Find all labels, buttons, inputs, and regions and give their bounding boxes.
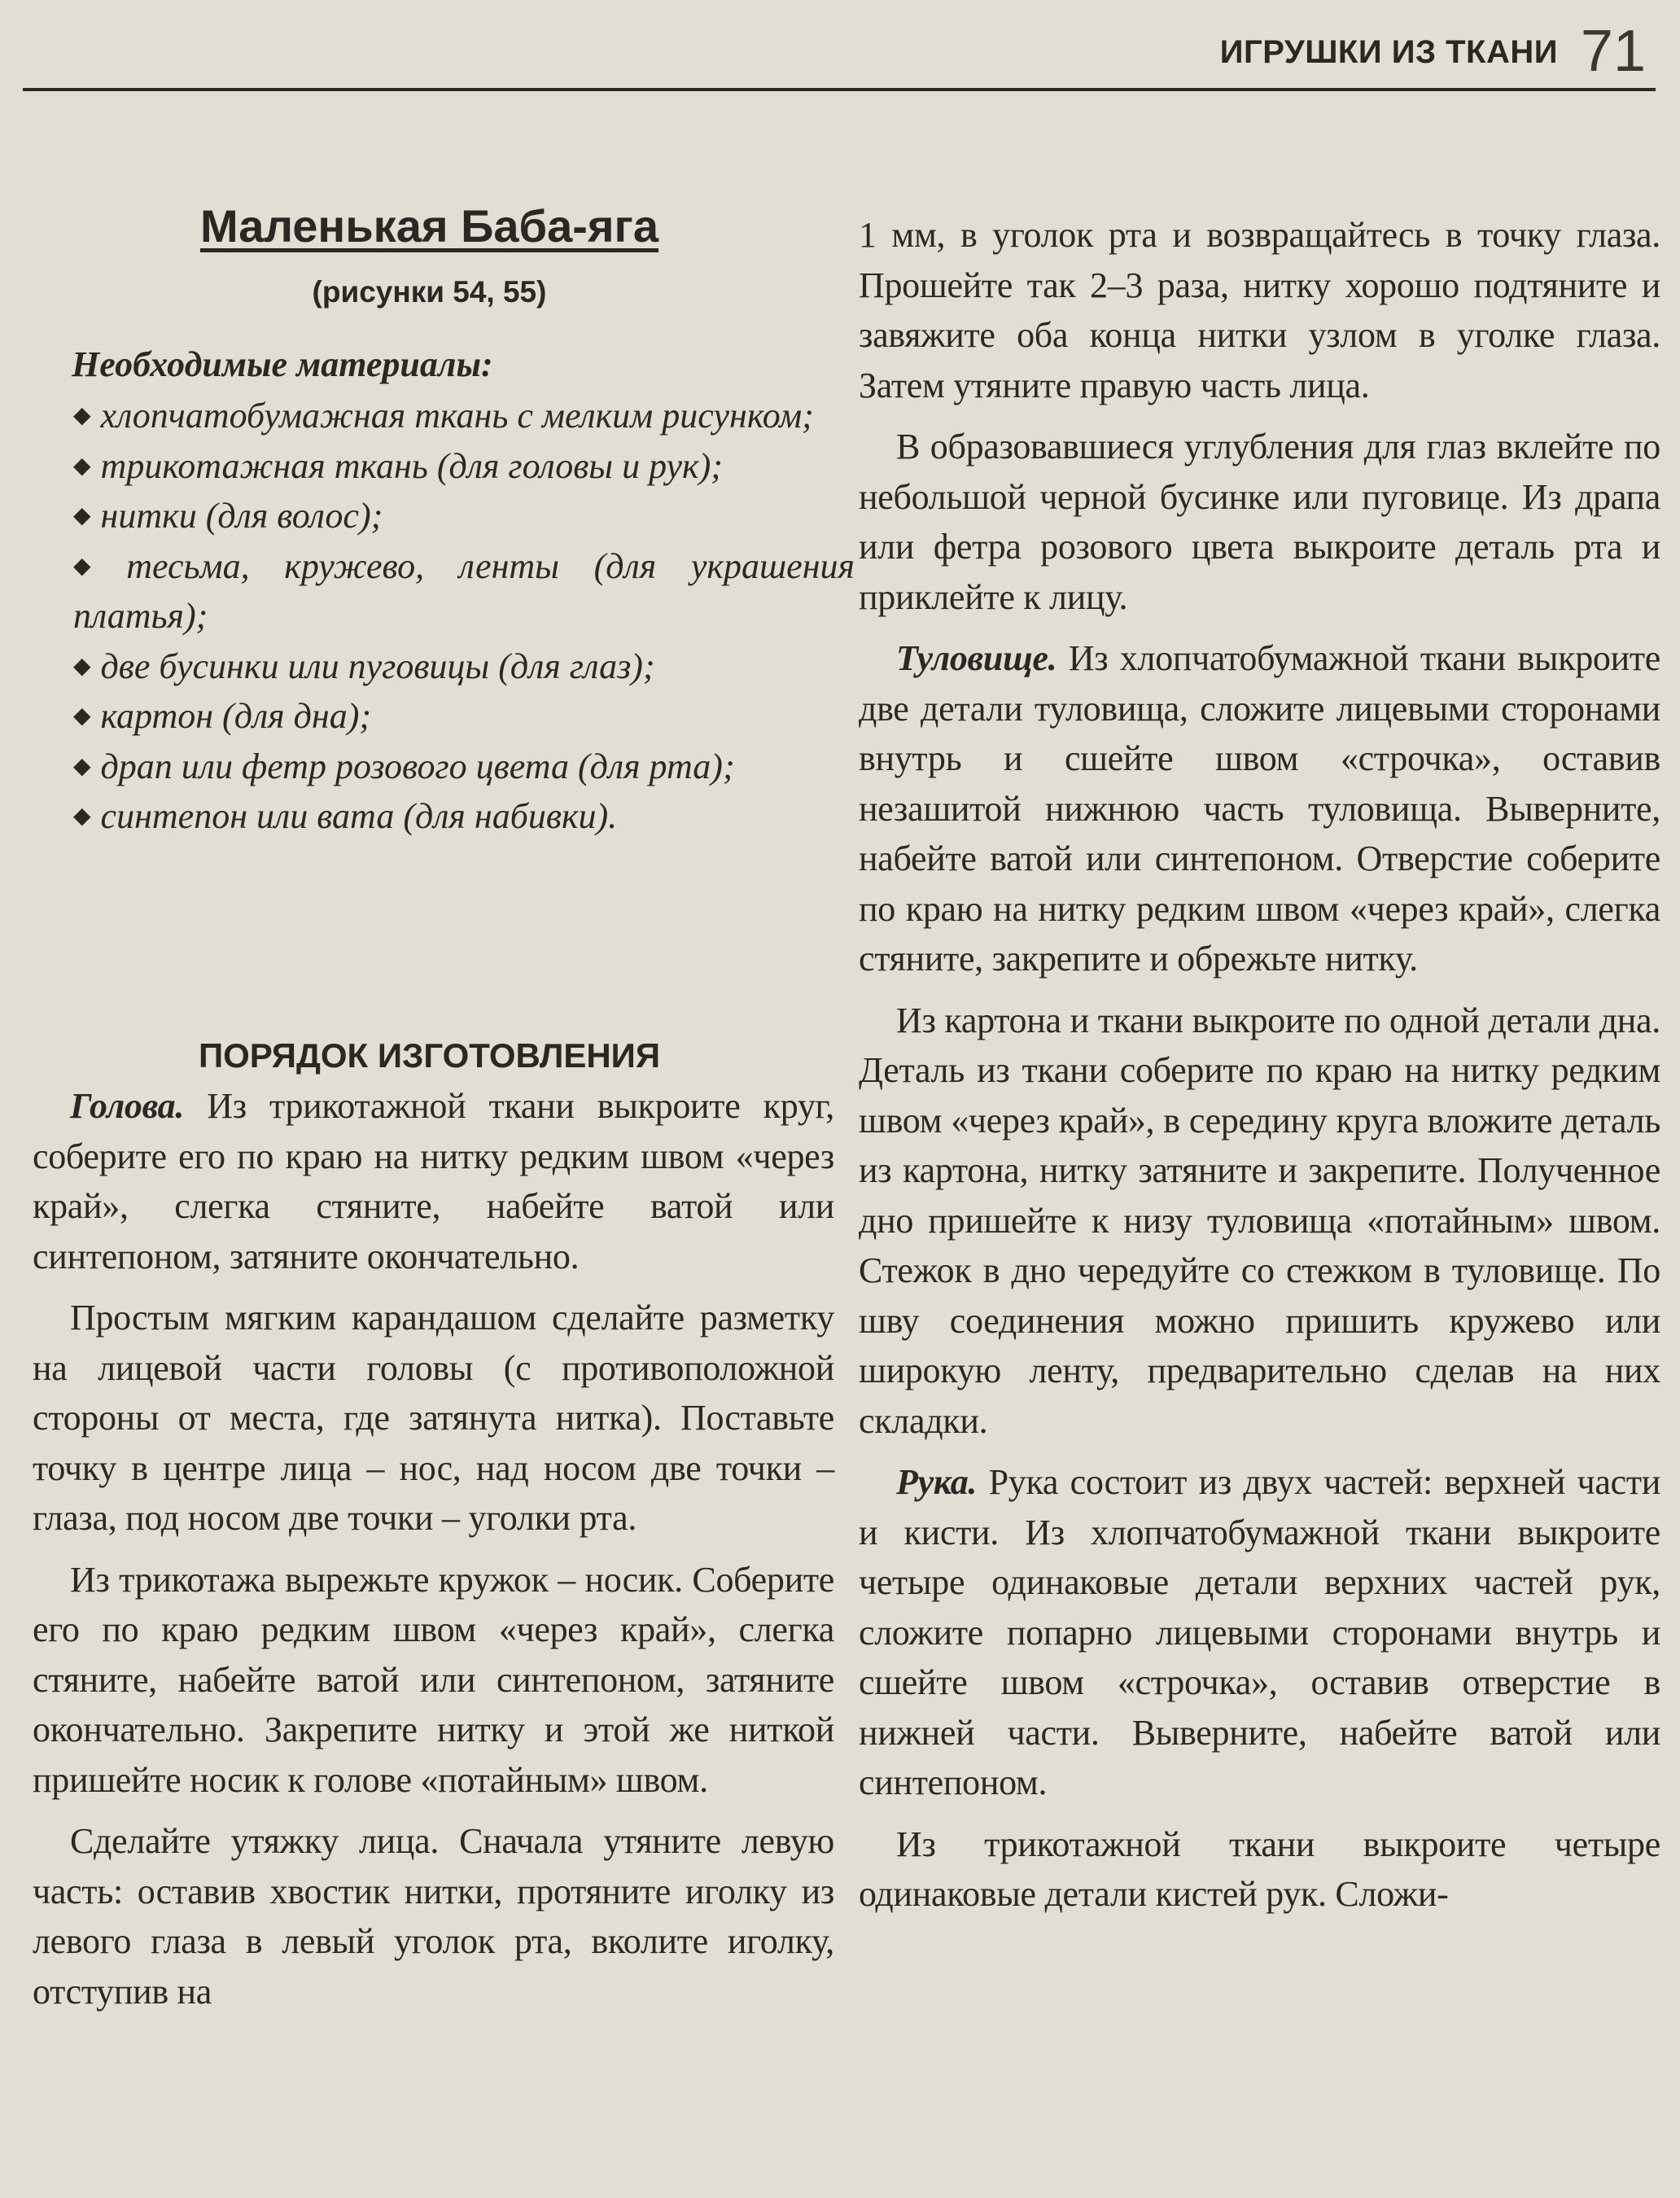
materials-list [73,391,855,842]
paragraph [859,210,1660,410]
material-text: две бусинки или пуговицы (для глаз); [100,646,655,686]
material-text: хлопчатобумажная ткань с мелким рисунком; [100,396,814,436]
bullet-icon: ◆ [73,753,91,779]
paragraph-text: 1 мм, в уголок рта и возвращайтесь в точку глаза. Прошейте так 2–3 раза, нитку хорошо подтяните и завяжите оба конца нитки узлом в уголке глаза. Затем утяните правую часть лица. [859,215,1660,405]
paragraph [859,1457,1660,1808]
paragraph-text: Сделайте утяжку лица. Сначала утяните левую часть: оставив хвостик нитки, протяните иголку из левого глаза в левый уголок рта, вколите иголку, отступив на [33,1821,834,2012]
bullet-icon: ◆ [73,453,91,479]
paragraph-text: Из трикотажной ткани выкроите четыре одинаковые детали кистей рук. Сложи- [859,1824,1660,1914]
paragraph-text: Из трикотажной ткани выкроите круг, соберите его по краю на нитку редким швом «через край», слегка стяните, набейте ватой или синтепоном, затяните окончательно. [33,1086,834,1276]
materials-heading: Необходимые материалы: [72,344,493,384]
running-head: ИГРУШКИ ИЗ ТКАНИ [1219,34,1558,70]
paragraph [859,422,1660,622]
paragraph [33,1816,834,2016]
material-item [73,391,855,441]
bullet-icon: ◆ [73,803,91,829]
material-text: нитки (для волос); [100,496,383,536]
paragraph [859,996,1660,1447]
paragraph [33,1293,834,1543]
bullet-icon: ◆ [73,553,117,579]
material-item [73,541,855,641]
bullet-icon: ◆ [73,653,91,679]
page-header [0,0,1680,98]
bullet-icon: ◆ [73,503,91,528]
material-item [73,491,855,541]
paragraph [33,1555,834,1806]
bullet-icon: ◆ [73,403,91,428]
material-item [73,691,855,742]
paragraph-lead: Голова. [70,1086,185,1126]
paragraph-lead: Рука. [896,1462,978,1502]
paragraph-text: Из трикотажа вырежьте кружок – носик. Соберите его по краю редким швом «через край», слегка стяните, набейте ватой или синтепоном, затяните окончательно. Закрепите нитку и этой же ниткой пришейте носик к голове «потайным» швом. [33,1559,834,1800]
bullet-icon: ◆ [73,703,91,729]
paragraph-text: Из картона и ткани выкроите по одной детали дна. Деталь из ткани соберите по краю на нитку редким швом «через край», в середину круга вложите деталь из картона, нитку затяните и закрепите. Полученное дно пришейте к низу туловища «потайным» швом. Стежок в дно чередуйте со стежком в туловище. По шву соединения можно пришить кружево или широкую ленту, предварительно сделав на них складки. [859,1000,1660,1441]
material-item [73,441,855,492]
article-subtitle: (рисунки 54, 55) [312,275,547,309]
material-item [73,791,855,842]
paragraph-text: Рука состоит из двух частей: верхней части и кисти. Из хлопчатобумажной ткани выкроите четыре одинаковые детали верхних частей рук, сложите попарно лицевыми сторонами внутрь и сшейте швом «строчка», оставив отверстие в нижней части. Выверните, набейте ватой или синтепоном. [859,1462,1660,1802]
paragraph-text: Из хлопчатобумажной ткани выкроите две детали туловища, сложите лицевыми сторонами внутрь и сшейте швом «строчка», оставив незашитой нижнюю часть туловища. Выверните, набейте ватой или синтепоном. Отверстие соберите по краю на нитку редким швом «через край», слегка стяните, закрепите и обрежьте нитку. [859,638,1660,979]
article-title: Маленькая Баба-яга [199,200,659,252]
paragraph-text: В образовавшиеся углубления для глаз вклейте по небольшой черной бусинке или пуговице. Из драпа или фетра розового цвета выкроите деталь рта и приклейте к лицу. [859,427,1660,617]
paragraph-text: Простым мягким карандашом сделайте разметку на лицевой части головы (с противоположной стороны от места, где затянута нитка). Поставьте точку в центре лица – нос, над носом две точки – глаза, под носом две точки – уголки рта. [33,1298,834,1538]
page-number: 71 [1580,19,1646,84]
paragraph-lead: Туловище. [896,638,1057,678]
material-text: тесьма, кружево, ленты (для украшения платья); [73,545,855,636]
material-text: картон (для дна); [100,696,371,736]
paragraph [859,1819,1660,1920]
material-item [73,742,855,792]
left-body-text [33,1081,834,2016]
right-body-text [859,210,1660,1920]
material-text: трикотажная ткань (для головы и рук); [100,445,723,486]
material-item [73,641,855,692]
material-text: драп или фетр розового цвета (для рта); [100,746,735,786]
paragraph [33,1081,834,1281]
paragraph [859,633,1660,984]
section-heading: ПОРЯДОК ИЗГОТОВЛЕНИЯ [198,1036,661,1075]
material-text: синтепон или вата (для набивки). [100,796,618,836]
header-rule [23,88,1656,91]
